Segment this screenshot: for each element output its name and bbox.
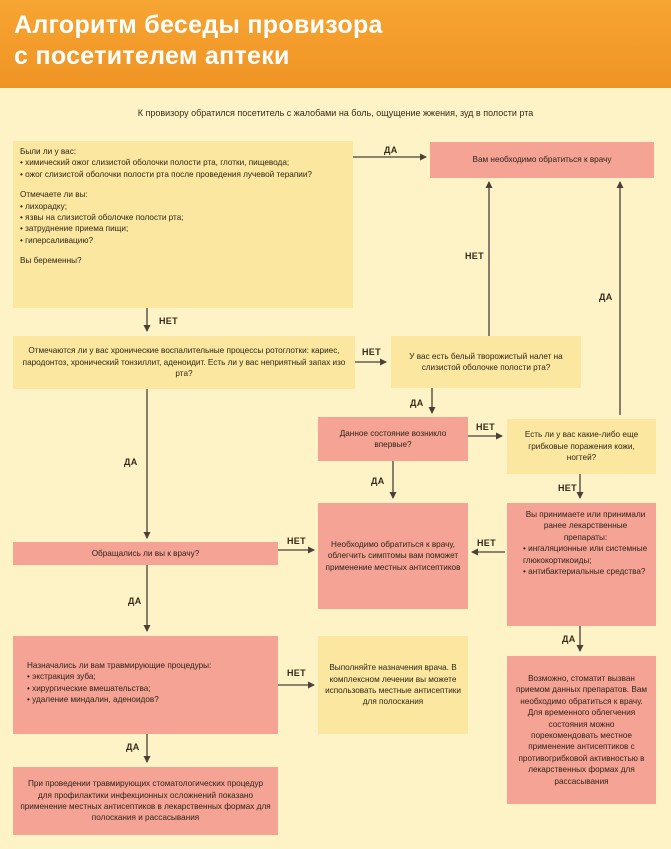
result-center — [318, 503, 468, 609]
question-box-7 — [507, 503, 656, 626]
q1-part2-heading: Отмечаете ли вы: — [20, 190, 88, 200]
label-yes-q2: ДА — [124, 457, 138, 467]
list-item: • химический ожог слизистой оболочки полости рта, глотки, пищевода; — [20, 158, 290, 168]
result-doctor-top — [430, 142, 654, 178]
q7-text: Вы принимаете или принимали ранее лекарственные препараты: — [525, 510, 646, 542]
label-no-q7: НЕТ — [477, 538, 496, 548]
label-no-q3: НЕТ — [465, 251, 484, 261]
q1-part3: Вы беременны? — [20, 256, 82, 266]
list-item: • антибактериальные средства? — [523, 567, 646, 577]
result-follow-text: Выполняйте назначения врача. В комплексном лечении вы можете использовать местные антисептики для полоскания — [325, 663, 461, 707]
label-yes-q3: ДА — [410, 398, 424, 408]
result-center-text: Необходимо обратиться к врачу, облегчить симптомы вам поможет применение местных антисептиков — [325, 539, 461, 572]
list-item: • ожог слизистой оболочки полости рта после проведения лучевой терапии? — [20, 169, 312, 179]
list-item: • лихорадку; — [20, 201, 67, 211]
list-item: • затруднение приема пищи; — [20, 224, 129, 234]
q8-list — [27, 671, 270, 705]
label-yes-q4: ДА — [371, 476, 385, 486]
label-yes-q8: ДА — [126, 742, 140, 752]
list-item: • гиперсаливацию? — [20, 235, 94, 245]
label-no-q6: НЕТ — [287, 536, 306, 546]
question-box-6 — [13, 542, 278, 565]
q2-text: Отмечаются ли у вас хронические воспалительные процессы ротоглотки: кариес, пародонтоз, хронический тонзиллит, аденоидит. Есть ли у вас неприятный запах изо рта? — [22, 346, 346, 379]
q6-text: Обращались ли вы к врачу? — [91, 548, 200, 558]
question-box-4 — [318, 417, 468, 461]
question-box-1 — [13, 141, 353, 308]
header-banner — [0, 0, 671, 88]
result-stomatitis-text: Возможно, стоматит вызван приемом данных препаратов. Вам необходимо обратиться к врачу. Для временного облегчения состояния можно порекомендовать местное применение антисептиков с противогрибковой активностью в лекарственных формах для рассасывания — [515, 673, 648, 786]
label-yes-q6: ДА — [128, 596, 142, 606]
title-line-2: с посетителем аптеки — [14, 42, 290, 70]
list-item: • ингаляционные или системные глюкокортикоиды; — [523, 544, 648, 565]
q8-heading: Назначались ли вам травмирующие процедуры: — [27, 661, 212, 670]
list-item: • экстракция зуба; — [27, 672, 96, 682]
result-stomatitis — [507, 656, 656, 804]
list-item: • удаление миндалин, аденоидов? — [27, 695, 159, 705]
list-item: • язвы на слизистой оболочке полости рта; — [20, 213, 184, 223]
label-yes-q1: ДА — [384, 145, 398, 155]
label-yes-q7: ДА — [562, 634, 576, 644]
q1-part1-heading: Были ли у вас: — [20, 147, 77, 156]
question-box-2 — [13, 336, 355, 389]
label-no-q8: НЕТ — [287, 668, 306, 678]
result-bottom-text: При проведении травмирующих стоматологических процедур для профилактики инфекционных осложнений показано применение местных антисептиков в лекарственных формах для полоскания и рассасывания — [20, 779, 271, 823]
q5-text: Есть ли у вас какие-либо еще грибковые поражения кожи, ногтей? — [524, 430, 639, 463]
result-bottom — [13, 767, 278, 835]
q7-list — [523, 543, 648, 577]
result-follow-doctor — [318, 636, 468, 734]
label-yes-q5: ДА — [599, 292, 613, 302]
result-doctor-top-text: Вам необходимо обратиться к врачу — [472, 155, 612, 165]
intro-text: К провизору обратился посетитель с жалобами на боль, ощущение жжения, зуд в полости рта — [137, 108, 534, 118]
q3-text: У вас есть белый творожистый налет на слизистой оболочке полости рта? — [409, 351, 563, 372]
label-no-q1: НЕТ — [159, 316, 178, 326]
q1-part1-list — [20, 157, 346, 180]
list-item: • хирургические вмешательства; — [27, 683, 151, 693]
label-no-q2: НЕТ — [362, 347, 381, 357]
question-box-5 — [507, 419, 656, 474]
page-title — [14, 10, 383, 72]
question-box-3 — [391, 336, 581, 388]
label-no-q4: НЕТ — [476, 422, 495, 432]
title-line-1: Алгоритм беседы провизора — [14, 11, 383, 39]
q4-text: Данное состояние возникло впервые? — [339, 428, 447, 449]
question-box-8 — [13, 636, 278, 734]
q1-part2-list — [20, 201, 346, 247]
label-no-q5: НЕТ — [558, 483, 577, 493]
